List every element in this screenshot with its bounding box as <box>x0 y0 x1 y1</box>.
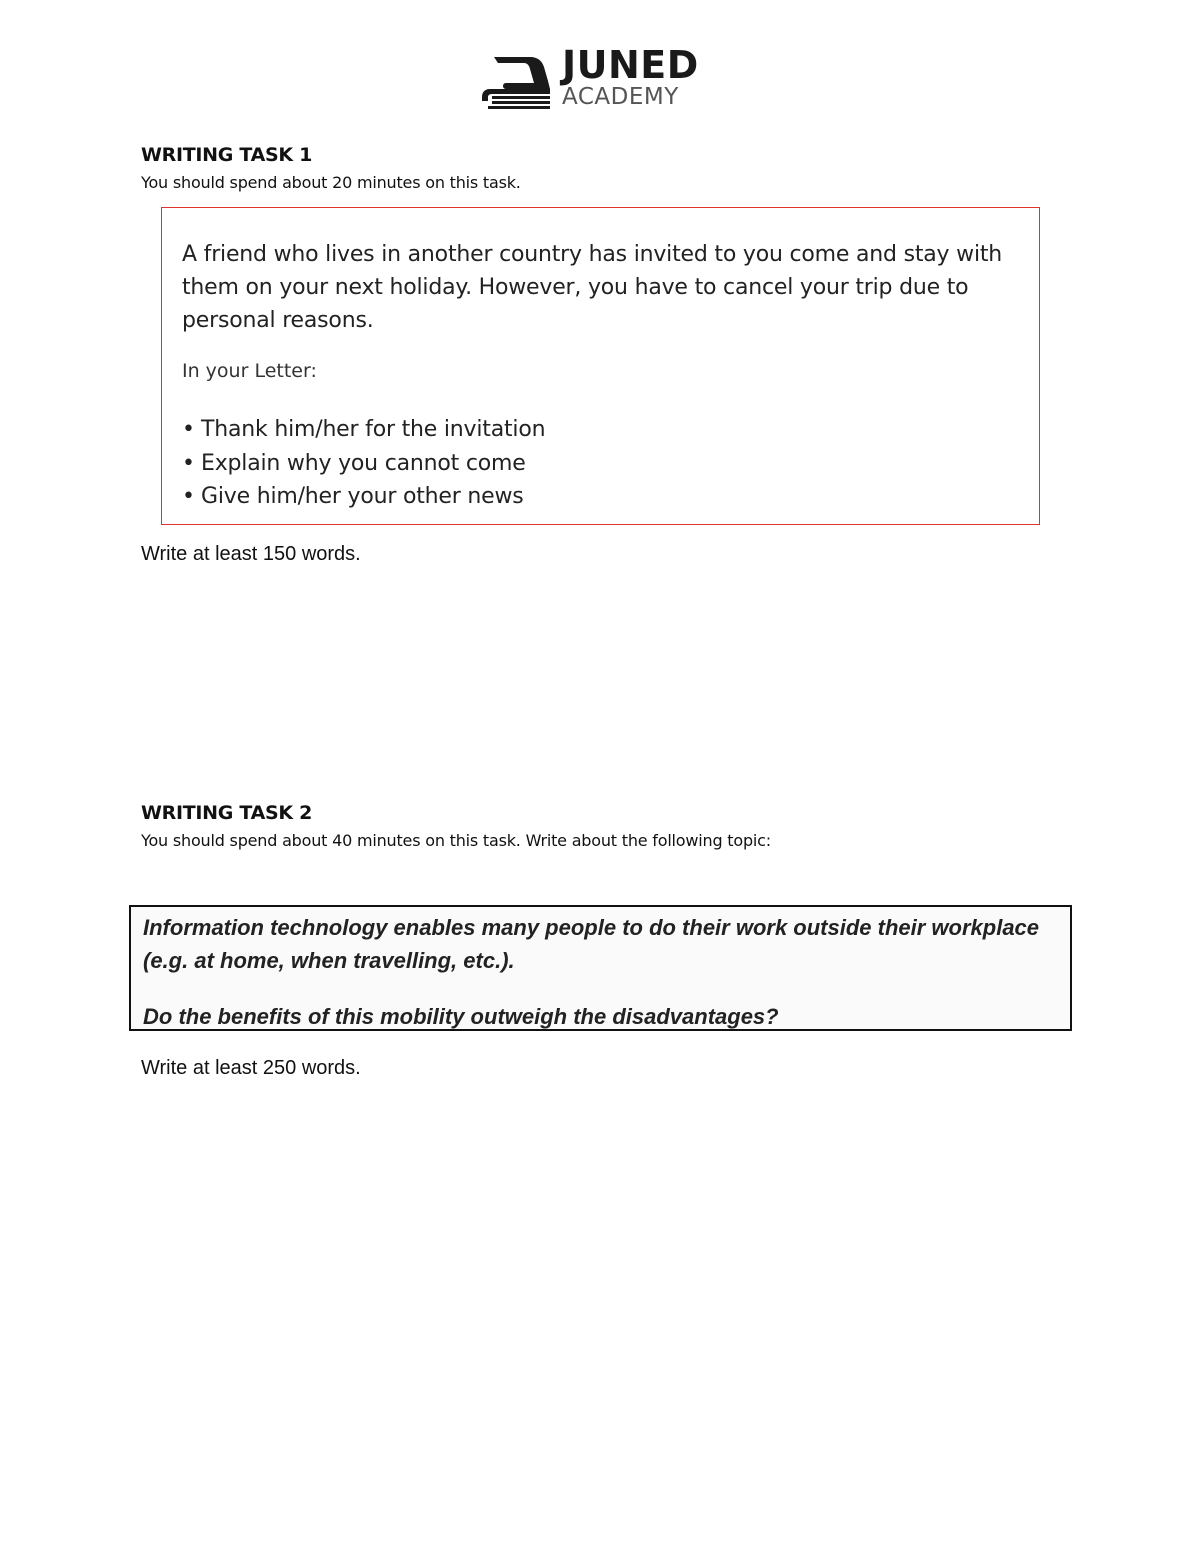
bullet-icon: • <box>182 484 195 509</box>
task2-question: Do the benefits of this mobility outweigh the disadvantages? <box>143 1004 779 1029</box>
list-item <box>182 447 545 481</box>
task1-prompt-box <box>161 207 1040 525</box>
task2-heading: WRITING TASK 2 <box>141 802 313 824</box>
task1-prompt: A friend who lives in another country has invited to you come and stay with them on your next holiday. However, you have to cancel your trip due to personal reasons. <box>182 242 1003 333</box>
bullet-icon: • <box>182 450 195 476</box>
bullet-text: Thank him/her for the invitation <box>201 417 546 442</box>
bullet-icon: • <box>182 417 195 442</box>
letter-bullet-list <box>182 413 545 514</box>
academy-logo <box>480 43 710 112</box>
task2-word-count-note: Write at least 250 words. <box>141 1057 361 1079</box>
bullet-text: Give him/her your other news <box>201 484 524 509</box>
list-item <box>182 413 545 447</box>
logo-subtitle: ACADEMY <box>562 84 679 110</box>
task2-instruction: You should spend about 40 minutes on this task. Write about the following topic: <box>141 831 771 850</box>
letter-label: In your Letter: <box>182 360 317 382</box>
task1-heading: WRITING TASK 1 <box>141 144 313 166</box>
task1-instruction: You should spend about 20 minutes on this task. <box>141 173 521 192</box>
iron-on-books-icon <box>480 53 554 109</box>
list-item <box>182 480 545 514</box>
bullet-text: Explain why you cannot come <box>201 450 526 476</box>
task1-word-count-note: Write at least 150 words. <box>141 543 361 565</box>
task2-topic: Information technology enables many people to do their work outside their workplace (e.g. at home, when travelling, etc.). <box>143 915 1040 973</box>
task2-topic-box <box>129 905 1072 1031</box>
logo-name: JUNED <box>562 43 699 87</box>
